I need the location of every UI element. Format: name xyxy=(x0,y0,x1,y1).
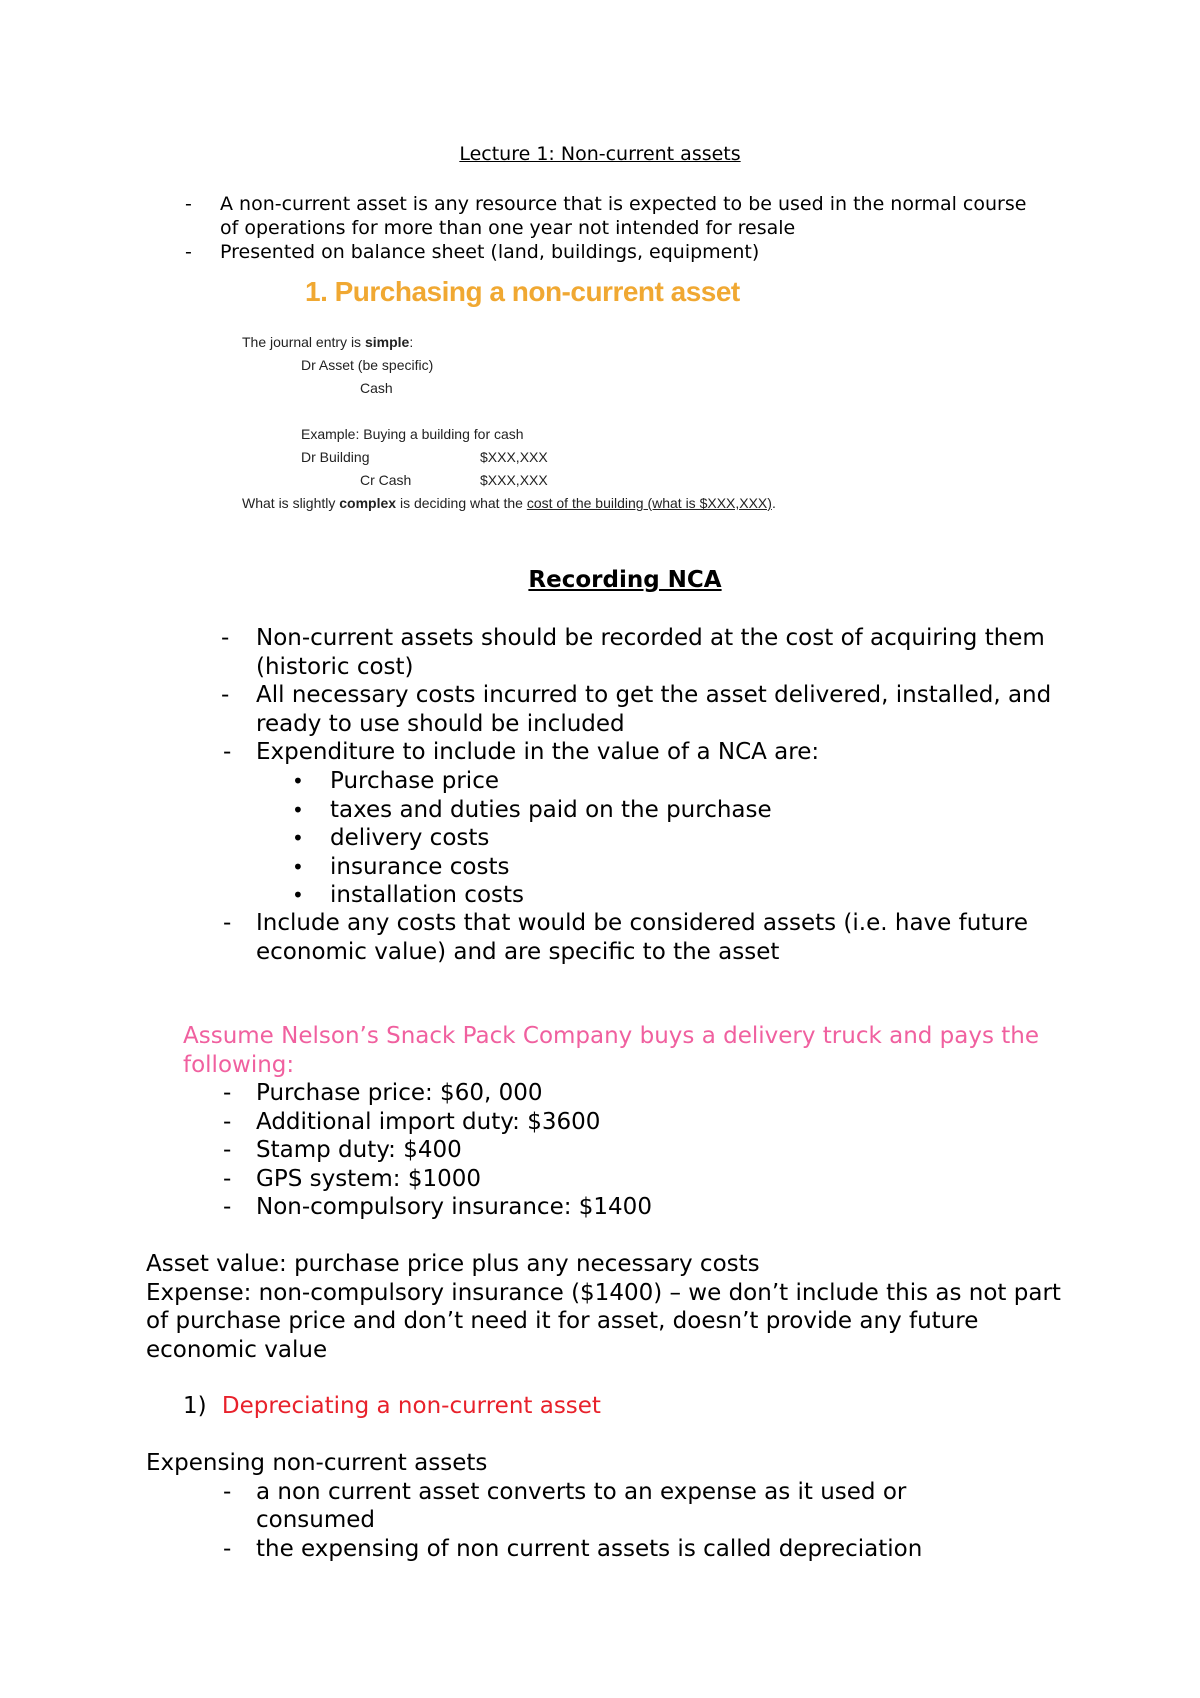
dash-marker: - xyxy=(223,1535,232,1562)
bullet-marker: • xyxy=(292,826,304,850)
dash-marker: - xyxy=(223,1108,232,1135)
list-item: - GPS system: $1000 xyxy=(223,1165,481,1192)
list-item xyxy=(223,738,1076,767)
section-title: Recording NCA xyxy=(528,567,722,593)
intro-list xyxy=(185,192,1040,264)
list-item: - Stamp duty: $400 xyxy=(223,1137,462,1163)
list-item: • insurance costs xyxy=(292,853,510,880)
list-item xyxy=(221,624,1076,681)
example-list xyxy=(223,1079,1076,1222)
dr-asset-line: Dr Asset (be specific) xyxy=(301,357,434,373)
bullet-marker: • xyxy=(292,797,304,822)
recording-text: Non-current assets should be recorded at the cost of acquiring them (historic cost) xyxy=(256,625,1045,680)
dr-building-amount: $XXX,XXX xyxy=(480,449,548,465)
lecture-title: Lecture 1: Non-current assets xyxy=(459,143,741,165)
dash-marker: - xyxy=(221,625,230,651)
list-item: • delivery costs xyxy=(292,825,490,851)
recording-list xyxy=(221,624,1076,767)
intro-text: Presented on balance sheet (land, buildings, equipment) xyxy=(220,241,760,263)
example-line: Example: Buying a building for cash xyxy=(301,426,524,442)
expensing-heading: Expensing non-current assets xyxy=(146,1450,488,1476)
dash-marker: - xyxy=(223,1137,232,1163)
bullet-marker: • xyxy=(292,854,304,879)
list-item xyxy=(221,681,1076,738)
bullet-marker: • xyxy=(292,769,304,793)
bullet-marker: • xyxy=(292,883,304,907)
list-item: • installation costs xyxy=(292,882,525,908)
expenditure-bullets xyxy=(292,767,1030,910)
asset-value-text: Asset value: purchase price plus any necessary costs xyxy=(146,1251,760,1277)
recording-text: Expenditure to include in the value of a NCA are: xyxy=(256,739,820,765)
dr-building-label: Dr Building xyxy=(301,449,370,465)
recording-text: All necessary costs incurred to get the asset delivered, installed, and ready to use should be included xyxy=(256,682,1052,737)
depreciating-number: 1) xyxy=(183,1393,207,1419)
dash-marker: - xyxy=(223,1194,232,1220)
list-item xyxy=(223,909,1046,966)
dash-marker: - xyxy=(185,241,192,263)
expensing-list xyxy=(223,1478,1016,1564)
recording-list-last xyxy=(223,909,1046,966)
depreciating-title: Depreciating a non-current asset xyxy=(221,1393,601,1419)
cr-cash-label: Cr Cash xyxy=(360,472,412,488)
dash-marker: - xyxy=(223,1165,232,1192)
list-item: - Purchase price: $60, 000 xyxy=(223,1080,543,1106)
journal-entry-image xyxy=(240,276,776,526)
cash-line: Cash xyxy=(360,380,393,396)
list-item: • taxes and duties paid on the purchase xyxy=(292,796,772,823)
dash-marker: - xyxy=(221,682,230,708)
list-item: - Additional import duty: $3600 xyxy=(223,1108,601,1135)
list-item: - Non-compulsory insurance: $1400 xyxy=(223,1194,652,1220)
recording-text: Include any costs that would be considered assets (i.e. have future economic value) and are specific to the asset xyxy=(256,910,1028,965)
cr-cash-amount: $XXX,XXX xyxy=(480,472,548,488)
dash-marker: - xyxy=(185,193,192,215)
expense-text: Expense: non-compulsory insurance ($1400) – we don’t include this as not part of purchase price and don’t need it for asset, doesn’t provide any future economic value xyxy=(146,1279,1061,1363)
depreciating-heading xyxy=(183,1392,883,1421)
complex-line: What is slightly complex is deciding what the cost of the building (what is $XXX,XXX). xyxy=(242,495,776,511)
list-item xyxy=(185,240,1040,264)
journal-line: The journal entry is simple: xyxy=(242,334,414,350)
dash-marker: - xyxy=(223,739,232,765)
dash-marker: - xyxy=(223,1478,232,1505)
list-item: - the expensing of non current assets is called depreciation xyxy=(223,1535,923,1562)
intro-text: A non-current asset is any resource that is expected to be used in the normal course of operations for more than one year not intended for resale xyxy=(220,193,1027,239)
list-item xyxy=(185,192,1040,240)
dash-marker: - xyxy=(223,1080,232,1106)
list-item: • Purchase price xyxy=(292,768,499,794)
image-heading: 1. Purchasing a non-current asset xyxy=(305,276,740,307)
example-intro: Assume Nelson’s Snack Pack Company buys a delivery truck and pays the following: xyxy=(183,1023,1040,1078)
list-item: - a non current asset converts to an expense as it used or consumed xyxy=(223,1478,907,1533)
dash-marker: - xyxy=(223,910,232,936)
